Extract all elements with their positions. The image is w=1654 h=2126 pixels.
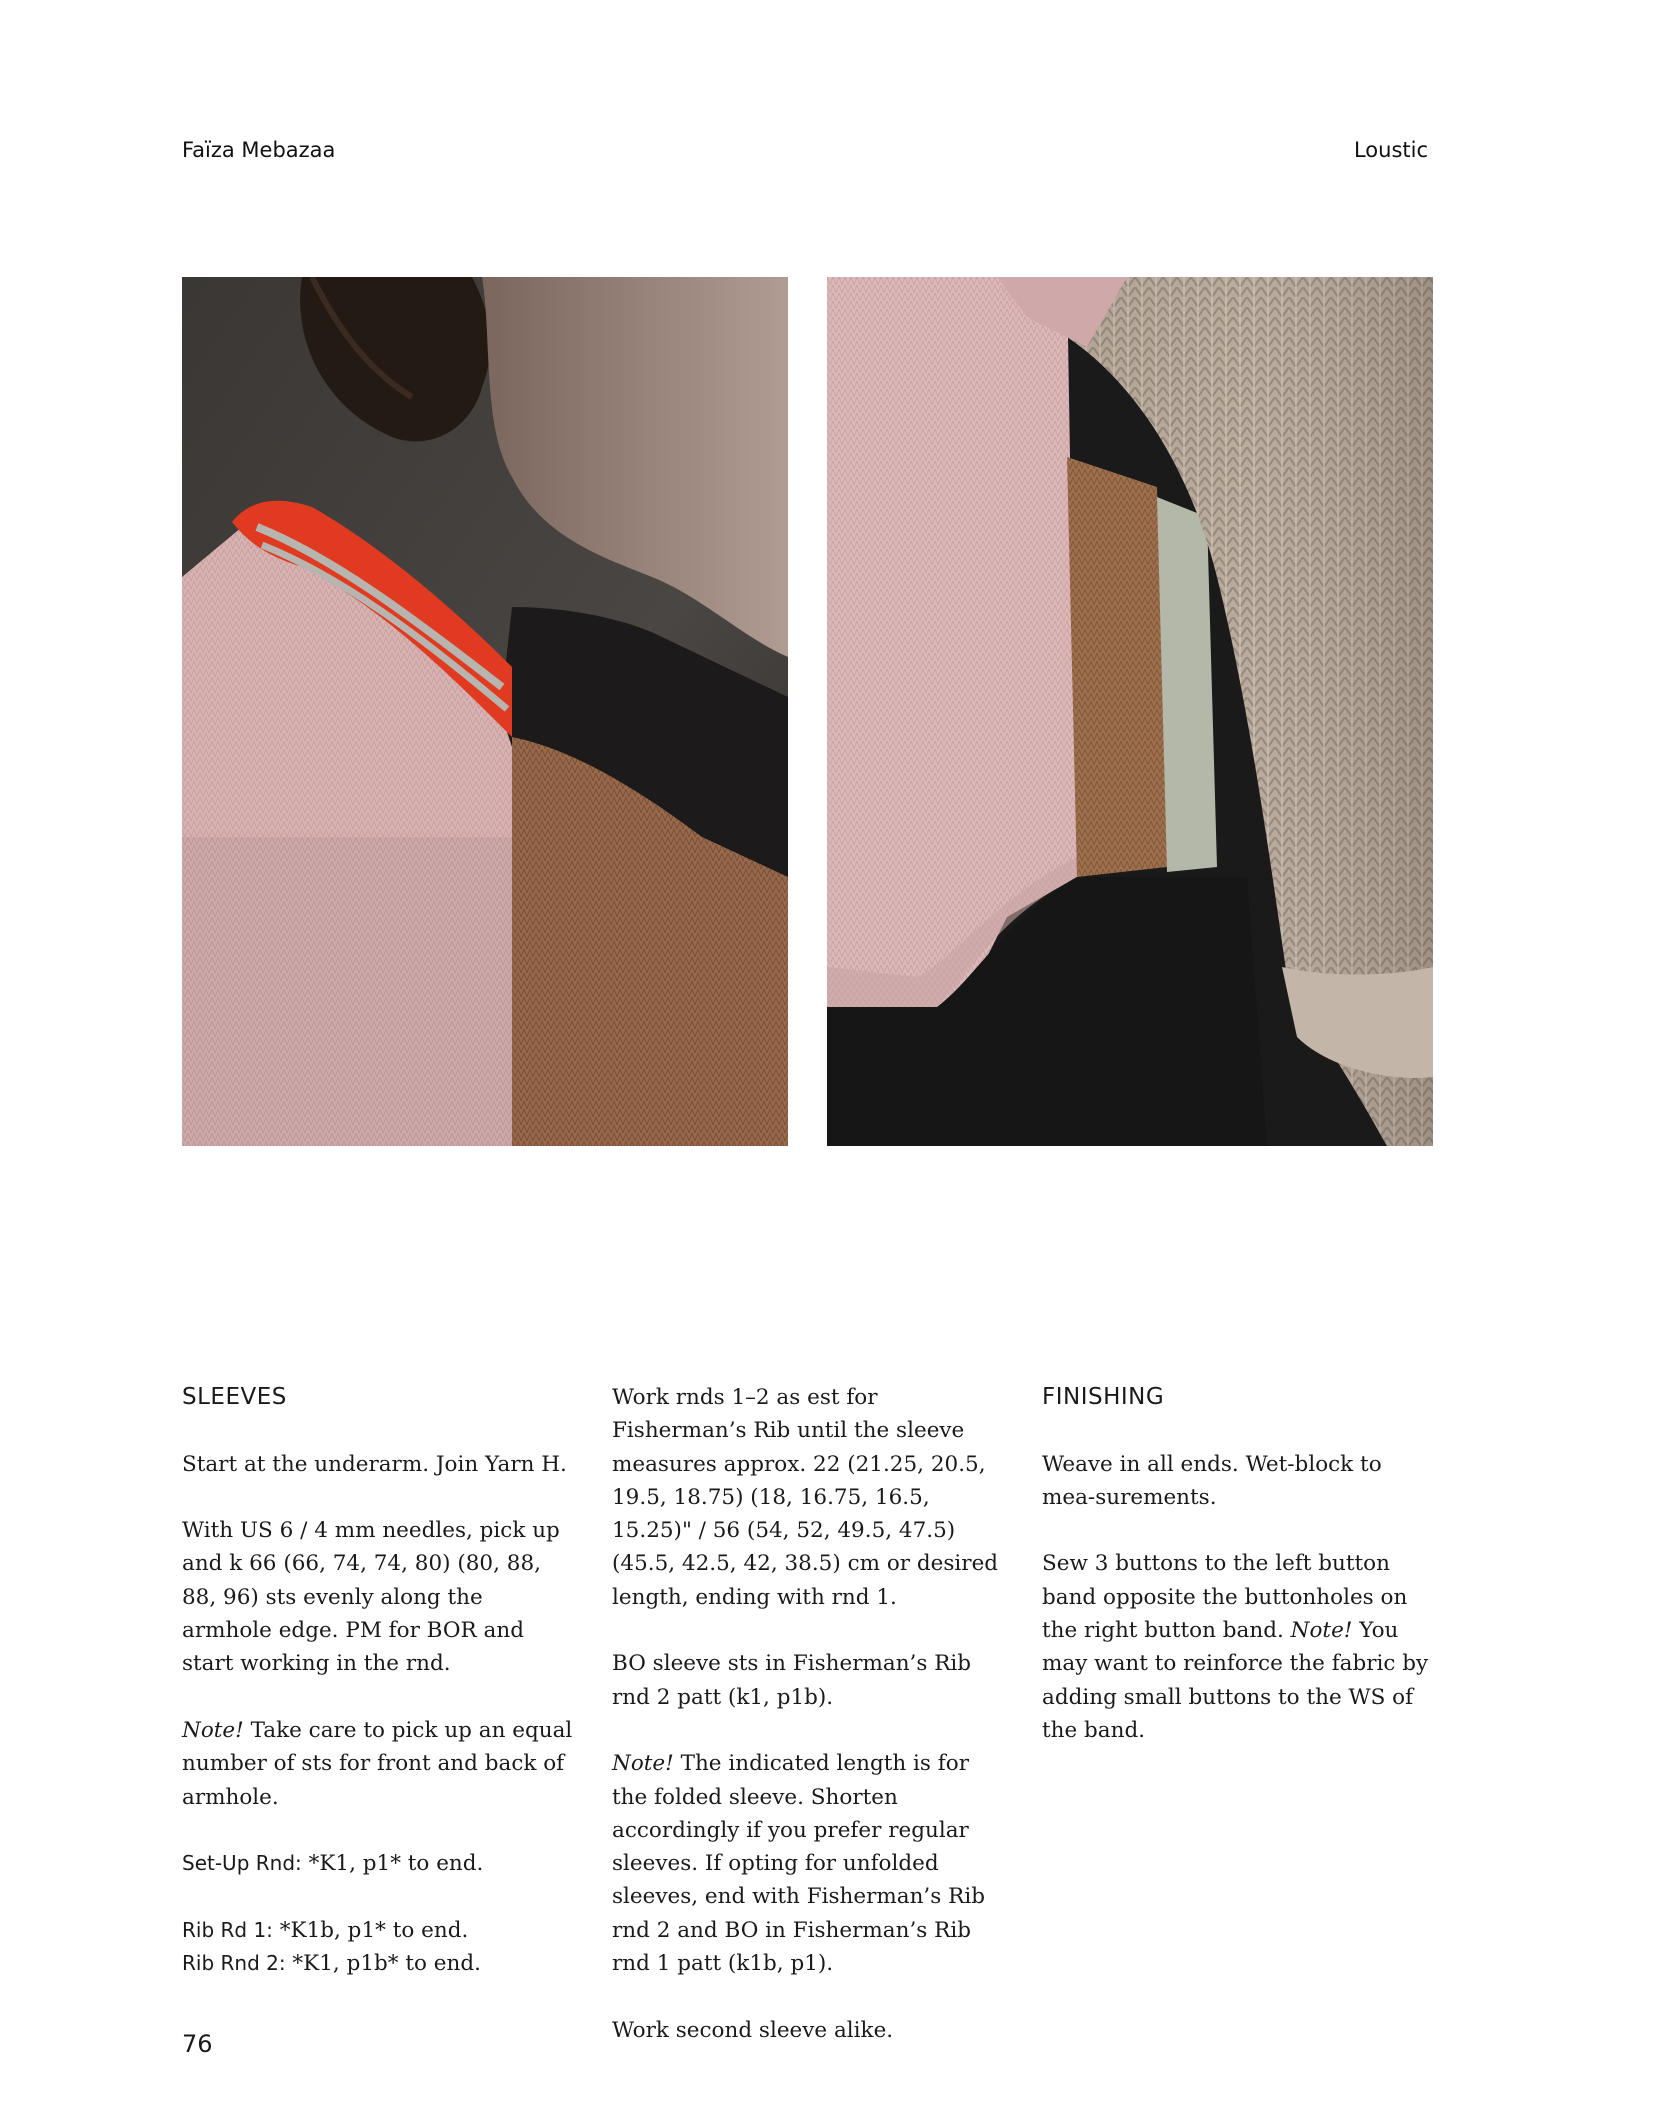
rib-round-2: [182, 1947, 574, 1980]
paragraph: Work second sleeve alike.: [612, 2017, 894, 2043]
rib2-text: *K1, p1b* to end.: [285, 1951, 481, 1977]
paragraph: With US 6 / 4 mm needles, pick up and k 66 (66, 74, 74, 80) (80, 88, 88, 96) sts evenly along the armhole edge. PM for BOR and start working in the rnd.: [182, 1518, 560, 1677]
setup-label: Set-Up Rnd:: [182, 1851, 302, 1876]
sweater-shoulder-photo: [182, 277, 788, 1146]
rib1-label: Rib Rd 1:: [182, 1917, 273, 1942]
note-text: The indicated length is for the folded sleeve. Shorten accordingly if you prefer regular sleeves. If opting for unfolded sleeves, end with Fisherman’s Rib rnd 2 and BO in Fisherman’s Rib rnd 1 patt (k1b, p1).: [612, 1751, 985, 1977]
sleeves-continued-column: [612, 1381, 1004, 2080]
paragraph: Weave in all ends. Wet-block to mea-surements.: [1042, 1451, 1382, 1510]
section-heading-sleeves: SLEEVES: [182, 1384, 287, 1410]
note-text: Take care to pick up an equal number of sts for front and back of armhole.: [182, 1717, 573, 1810]
paragraph: Work rnds 1–2 as est for Fisherman’s Rib until the sleeve measures approx. 22 (21.25, 20.5, 19.5, 18.75) (18, 16.75, 16.5, 15.25)" / 56 (54, 52, 49.5, 47.5) (45.5, 42.5, 42, 38.5) cm or desired length, ending with rnd 1.: [612, 1385, 999, 1610]
sleeves-column: [182, 1381, 574, 1980]
paragraph-text: You may want to reinforce the fabric by adding small buttons to the WS of the band.: [1042, 1618, 1429, 1743]
sweater-side-hem-photo: [827, 277, 1433, 1146]
author-name: Faïza Mebazaa: [182, 138, 336, 162]
finishing-column: [1042, 1381, 1434, 1781]
note-label: Note!: [1290, 1618, 1353, 1644]
note-paragraph: [182, 1714, 574, 1814]
setup-round: [182, 1847, 574, 1880]
rib2-label: Rib Rnd 2:: [182, 1951, 286, 1976]
setup-text: *K1, p1* to end.: [301, 1851, 484, 1877]
rib-round-1: [182, 1914, 574, 1947]
rib1-text: *K1b, p1* to end.: [272, 1917, 469, 1943]
paragraph: [1042, 1547, 1434, 1747]
note-paragraph: [612, 1747, 1004, 1980]
paragraph: Start at the underarm. Join Yarn H.: [182, 1451, 567, 1477]
note-label: Note!: [612, 1751, 674, 1777]
paragraph-text: Sew 3 buttons to the left button band opposite the buttonholes on the right button band.: [1042, 1551, 1408, 1644]
section-heading-finishing: FINISHING: [1042, 1384, 1165, 1410]
paragraph: BO sleeve sts in Fisherman’s Rib rnd 2 patt (k1, p1b).: [612, 1651, 972, 1710]
page-number: 76: [182, 2030, 213, 2058]
note-label: Note!: [182, 1717, 244, 1743]
pattern-title: Loustic: [1353, 138, 1428, 162]
